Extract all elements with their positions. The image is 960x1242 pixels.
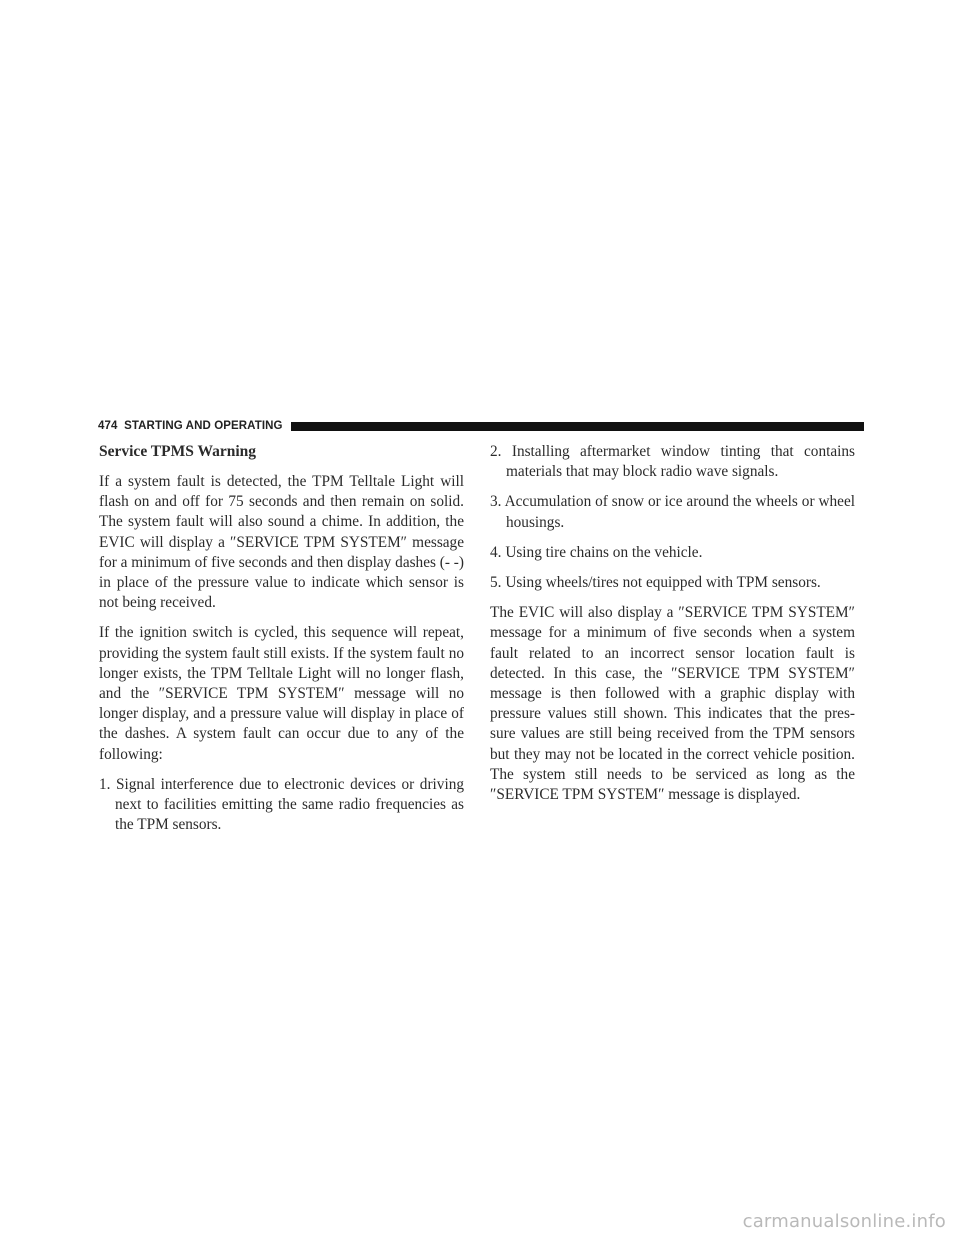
- section-title: STARTING AND OPERATING: [124, 420, 283, 432]
- list-item: [99, 775, 464, 836]
- list-text: Using tire chains on the vehicle.: [505, 543, 703, 561]
- right-column: [490, 442, 855, 815]
- section-heading: Service TPMS Warning: [99, 443, 257, 460]
- list-text: Signal interference due to electronic devices or driving next to facilities emitting the same radio frequencies as the TPM sensors.: [115, 775, 464, 834]
- paragraph: If a system fault is detected, the TPM Telltale Light will flash on and off for 75 seconds and then remain on solid. The system fault will also sound a chime. In addition, the EVIC will display a ″SERVICE TPM SYSTEM″ message for a minimum of five seconds and then display dashes (- -) in place of the pressure value to indicate which sensor is not being received.: [99, 473, 464, 612]
- list-number: 2.: [490, 443, 502, 460]
- paragraph: If the ignition switch is cycled, this sequence will repeat, providing the system fault still exists. If the system fault no longer exists, the TPM Telltale Light will no longer flash, and the ″SERVICE TPM SYSTEM″ message will no longer display, and a pressure value will display in place of the dashes. A system fault can occur due to any of the following:: [99, 624, 464, 763]
- list-text: Installing aftermarket window tinting that contains materials that may block radio wave signals.: [506, 443, 855, 481]
- list-number: 5.: [490, 574, 502, 592]
- page-header: [98, 421, 864, 431]
- paragraph: The EVIC will also display a ″SERVICE TPM SYSTEM″ message for a minimum of five seconds when a system fault related to an incorrect sensor location fault is detected. In this case, the ″SERVICE TPM SYSTEM″ message is then followed with a graphic display with pressure values still shown. This indicates that the pres-sure values are still being received from the TPM sensors but they may not be located in the correct vehicle position. The system still needs to be serviced as long as the ″SERVICE TPM SYSTEM″ message is displayed.: [490, 604, 855, 804]
- page-number: 474: [98, 420, 118, 432]
- list-number: 1.: [99, 775, 111, 793]
- list-item: [490, 442, 855, 482]
- list-item: [490, 492, 855, 532]
- list-item: [490, 573, 855, 593]
- page-header-text: [98, 421, 291, 431]
- header-rule: [291, 422, 864, 431]
- list-text: Using wheels/tires not equipped with TPM sensors.: [505, 574, 821, 592]
- list-number: 3.: [490, 493, 502, 511]
- left-column: [99, 442, 464, 845]
- list-item: [490, 543, 855, 563]
- list-text: Accumulation of snow or ice around the wheels or wheel housings.: [504, 493, 855, 531]
- watermark: carmanualsonline.info: [742, 1211, 946, 1232]
- list-number: 4.: [490, 543, 502, 561]
